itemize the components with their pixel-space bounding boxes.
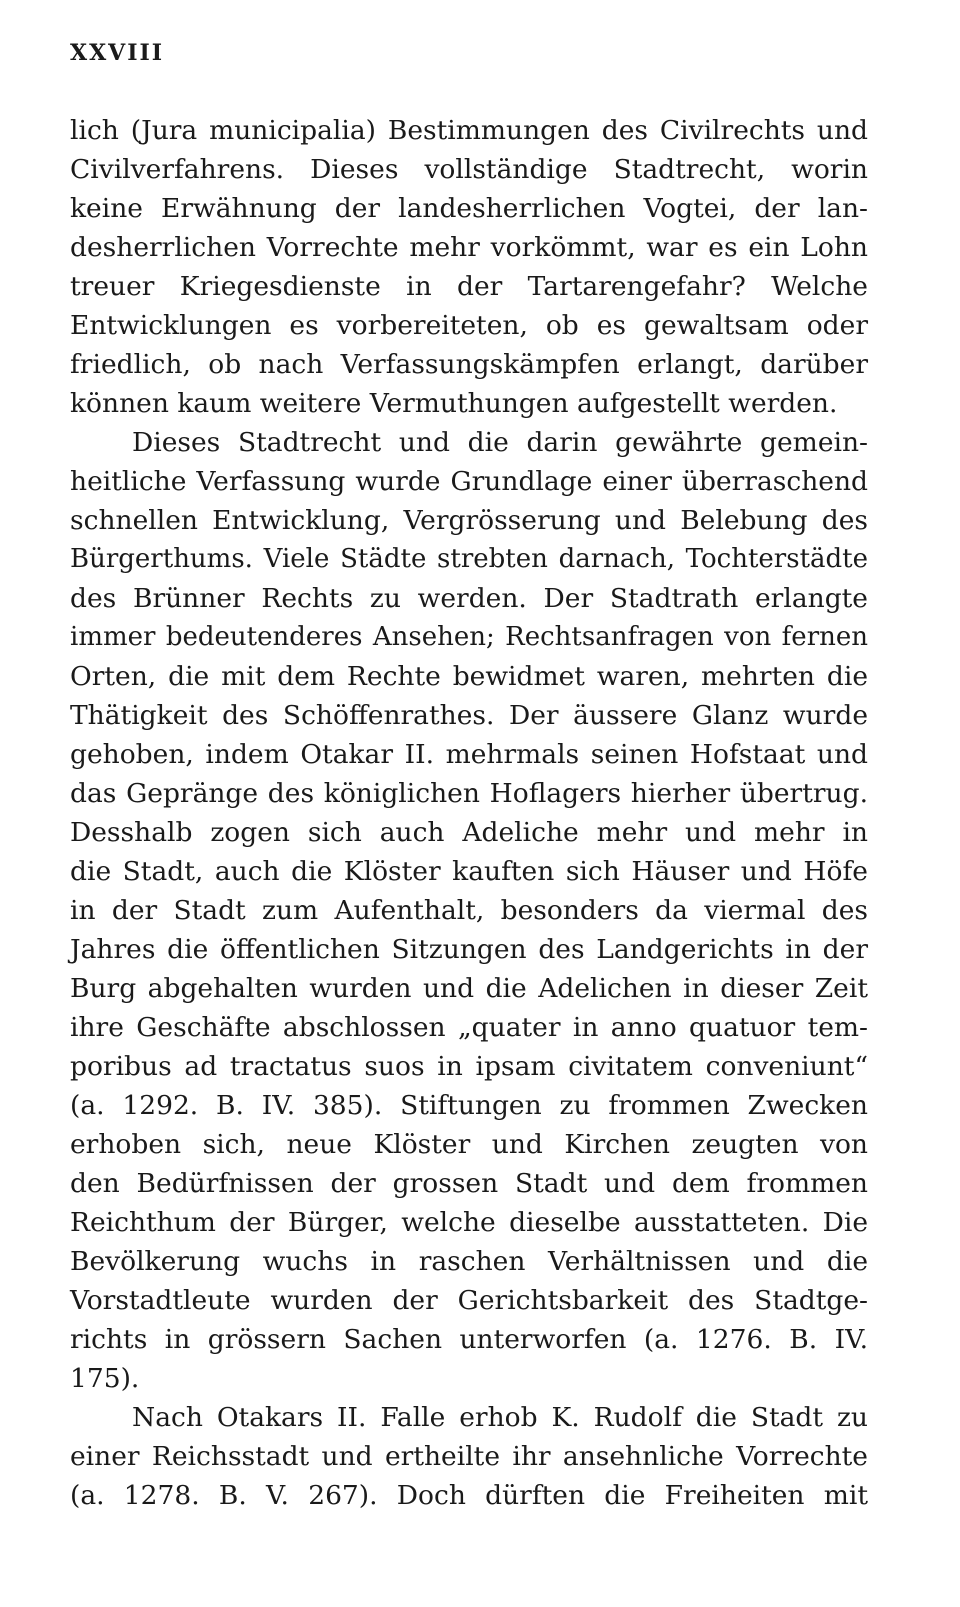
- text-line: Desshalb zogen sich auch Adeliche mehr und mehr in: [70, 817, 868, 848]
- text-line: desherrlichen Vorrechte mehr vorkömmt, war es ein Lohn: [70, 232, 868, 263]
- text-line: einer Reichsstadt und ertheilte ihr ansehnliche Vorrechte: [70, 1441, 868, 1472]
- page-number: XXVIII: [70, 40, 165, 66]
- text-line: Thätigkeit des Schöffenrathes. Der äussere Glanz wurde: [70, 700, 868, 731]
- text-line: lich (Jura municipalia) Bestimmungen des Civilrechts und: [70, 115, 868, 146]
- text-line: friedlich, ob nach Verfassungskämpfen erlangt, darüber: [70, 349, 868, 380]
- text-line: erhoben sich, neue Klöster und Kirchen zeugten von: [70, 1129, 868, 1160]
- text-line: den Bedürfnissen der grossen Stadt und dem frommen: [70, 1168, 868, 1199]
- text-line: Reichthum der Bürger, welche dieselbe ausstatteten. Die: [70, 1207, 868, 1238]
- text-line: Bevölkerung wuchs in raschen Verhältnissen und die: [70, 1246, 868, 1277]
- text-line: Civilverfahrens. Dieses vollständige Stadtrecht, worin: [70, 154, 868, 185]
- text-line: Orten, die mit dem Rechte bewidmet waren, mehrten die: [70, 661, 868, 692]
- text-line: heitliche Verfassung wurde Grundlage einer überraschend: [70, 466, 868, 497]
- text-line: schnellen Entwicklung, Vergrösserung und Belebung des: [70, 505, 868, 536]
- text-line: das Gepränge des königlichen Hoflagers hierher übertrug.: [70, 778, 868, 809]
- text-line: keine Erwähnung der landesherrlichen Vogtei, der lan-: [70, 193, 868, 224]
- text-line: die Stadt, auch die Klöster kauften sich Häuser und Höfe: [70, 856, 868, 887]
- text-line: Burg abgehalten wurden und die Adelichen in dieser Zeit: [70, 973, 868, 1004]
- text-line: poribus ad tractatus suos in ipsam civitatem conveniunt“: [70, 1051, 868, 1082]
- text-line: können kaum weitere Vermuthungen aufgestellt werden.: [70, 388, 838, 419]
- text-line: Entwicklungen es vorbereiteten, ob es gewaltsam oder: [70, 310, 868, 341]
- text-line: Dieses Stadtrecht und die darin gewährte gemein-: [132, 427, 868, 458]
- text-line: Bürgerthums. Viele Städte strebten darnach, Tochterstädte: [70, 544, 868, 574]
- text-line: immer bedeutenderes Ansehen; Rechtsanfragen von fernen: [70, 622, 868, 652]
- text-line: Vorstadtleute wurden der Gerichtsbarkeit des Stadtge-: [70, 1285, 868, 1316]
- text-line: in der Stadt zum Aufenthalt, besonders da viermal des: [70, 895, 868, 926]
- text-line: (a. 1292. B. IV. 385). Stiftungen zu frommen Zwecken: [70, 1090, 868, 1121]
- body-text: [70, 111, 868, 1515]
- text-line: Jahres die öffentlichen Sitzungen des Landgerichts in der: [70, 934, 868, 965]
- text-line: gehoben, indem Otakar II. mehrmals seinen Hofstaat und: [70, 739, 868, 770]
- text-line: 175).: [70, 1363, 140, 1394]
- text-line: ihre Geschäfte abschlossen „quater in anno quatuor tem-: [70, 1012, 868, 1043]
- text-line: treuer Kriegesdienste in der Tartarengefahr? Welche: [70, 271, 868, 302]
- text-line: Nach Otakars II. Falle erhob K. Rudolf die Stadt zu: [132, 1402, 868, 1433]
- text-line: (a. 1278. B. V. 267). Doch dürften die Freiheiten mit: [70, 1480, 868, 1511]
- text-line: richts in grössern Sachen unterworfen (a. 1276. B. IV.: [70, 1324, 868, 1355]
- text-line: des Brünner Rechts zu werden. Der Stadtrath erlangte: [70, 583, 868, 614]
